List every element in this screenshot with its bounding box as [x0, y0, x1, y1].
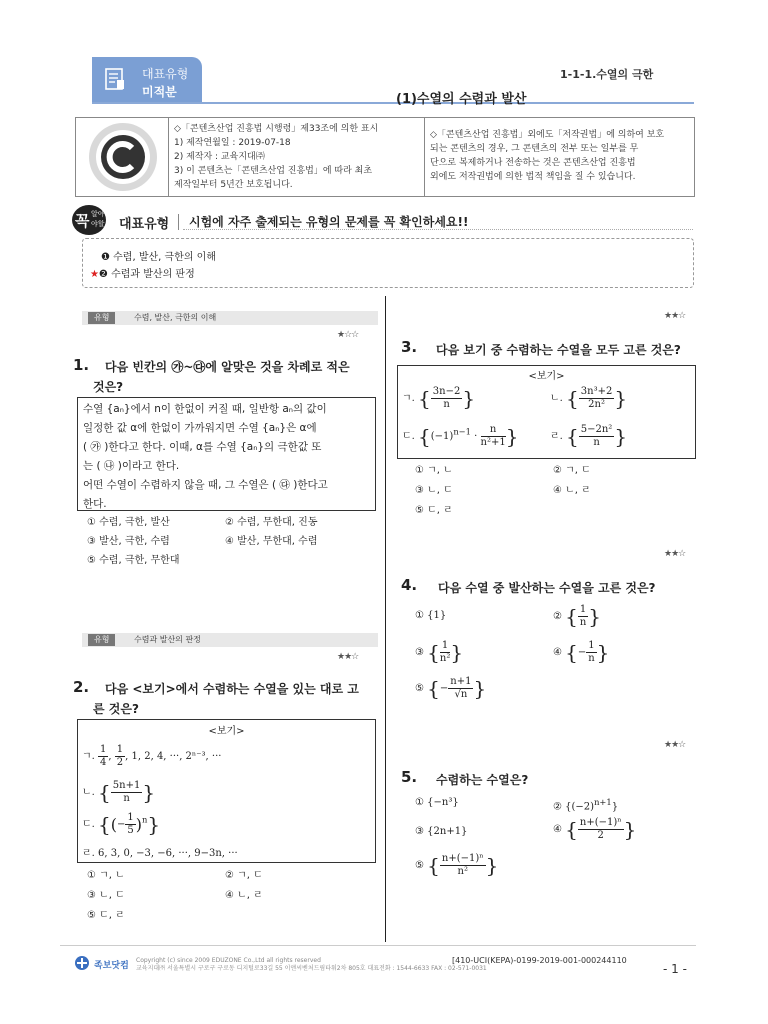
question-text-line: 다음 빈칸의 ㉮~㉰에 알맞은 것을 차례로 적은 — [105, 360, 350, 374]
bogi-item: ㄷ. {(− $\frac{1}{5}$ )$^n$} — [82, 812, 161, 837]
choice-label: ① — [415, 797, 424, 808]
choice-label: ② — [553, 801, 562, 813]
copyright-logo-icon — [86, 120, 160, 194]
bogi-tail: , 1, 2, 4, ···, 2ⁿ⁻³, ··· — [125, 751, 222, 762]
page-title: (1)수열의 수렴과 발산 — [396, 92, 527, 107]
choice[interactable]: ① {1} — [415, 610, 447, 621]
choice[interactable]: ③ {2n+1} — [415, 826, 468, 837]
question-text-line: 다음 <보기>에서 수렴하는 수열을 있는 대로 고 — [105, 682, 359, 696]
header-code: 1-1-1.수열의 극한 — [560, 68, 654, 81]
choice[interactable]: ① 수렴, 극한, 발산 — [87, 517, 170, 528]
choice[interactable]: ④ {− $\frac{1}{n}$ } — [553, 640, 610, 665]
choice[interactable]: ① {−n³} — [415, 797, 459, 808]
bogi-item: ㄱ. { $\frac{3n-2}{n}$ } — [402, 386, 476, 411]
bogi-header: <보기> — [528, 371, 565, 382]
notice-left — [174, 122, 420, 192]
section-tag: 유형 — [88, 634, 115, 646]
header-tab — [92, 57, 202, 103]
question-box-text — [78, 398, 375, 516]
choice[interactable]: ① ㄱ, ㄴ — [415, 465, 453, 476]
box-line: 한다. — [83, 498, 107, 510]
bogi-label: ㄱ. — [82, 751, 95, 762]
question-number: 4. — [401, 576, 418, 594]
choice-label: ② — [553, 611, 562, 622]
bogi-label: ㄱ. — [402, 393, 415, 404]
choice-label: ⑤ — [415, 683, 424, 694]
badge-small1: 알아 — [91, 210, 105, 218]
difficulty-stars: ★★☆ — [664, 311, 686, 321]
bogi-item: ㄷ. {$(-1)^{n-1}$ · $\frac{n}{\text{n²+1}}$ } — [402, 424, 519, 449]
notice-left-line: 2) 제작자 : 교육지대㈜ — [174, 152, 265, 162]
notice-left-line: 3) 이 콘텐츠는「콘텐츠산업 진흥법」에 따라 최초 — [174, 166, 373, 176]
choice[interactable]: ③ 발산, 극한, 수렴 — [87, 536, 170, 547]
choice[interactable]: ⑤ {− $\frac{n+1}{√n}$ } — [415, 676, 487, 701]
choice[interactable]: ② ㄱ, ㄷ — [553, 465, 591, 476]
choice[interactable]: ② $\{(-2)^{n+1}\}$ — [553, 797, 619, 813]
fraction: $\frac{1}{2}$ — [116, 744, 124, 768]
bogi-label: ㄷ. — [402, 431, 415, 442]
question-number: 5. — [401, 768, 418, 786]
rep-separator — [178, 214, 179, 230]
question-text: 다음 보기 중 수렴하는 수열을 모두 고른 것은? — [436, 343, 681, 357]
choice[interactable]: ④ ㄴ, ㄹ — [553, 485, 591, 496]
footer-copy-line: 교육지대㈜ 서울특별시 구로구 구로동 디지털로33길 55 이앤씨벤처드림타워2차 805호 대표전화 : 1544-6633 FAX : 02-571-0031 — [136, 965, 487, 972]
notice-left-line: 제작일부터 5년간 보호됩니다. — [174, 180, 293, 190]
notice-right — [430, 128, 692, 184]
choice[interactable]: ② 수렴, 무한대, 진동 — [225, 517, 318, 528]
notice-left-line: ◇「콘텐츠산업 진흥법 시행령」제33조에 의한 표시 — [174, 124, 379, 134]
choice[interactable]: ⑤ ㄷ, ㄹ — [415, 505, 453, 516]
header-rule — [92, 102, 694, 104]
choice[interactable]: ③ { $\frac{1}{\text{n²}}$ } — [415, 640, 464, 665]
choice[interactable]: ③ ㄴ, ㄷ — [415, 485, 453, 496]
choice-label: ④ — [553, 824, 562, 835]
difficulty-stars: ★★☆ — [337, 652, 359, 662]
notice-right-line: 외에도 저작권법에 의한 법적 책임을 질 수 있습니다. — [430, 172, 636, 182]
box-line: 일정한 값 α에 한없이 가까워지면 수열 {aₙ}은 α에 — [83, 422, 317, 434]
box-line: 는 ( ㉯ )이라고 한다. — [83, 460, 180, 472]
rep-badge — [72, 203, 106, 237]
box-line: 수열 {aₙ}에서 n이 한없이 커질 때, 일반항 aₙ의 값이 — [83, 403, 327, 415]
header-category: 대표유형 — [142, 67, 189, 81]
topic-item-starred — [90, 265, 195, 280]
bogi-label: ㄹ. — [550, 431, 563, 442]
choice-label: ① — [415, 610, 424, 621]
box-line: ( ㉮ )한다고 한다. 이때, α를 수열 {aₙ}의 극한값 또 — [83, 441, 322, 453]
notice-right-line: 되는 콘텐츠의 경우, 그 콘텐츠의 전부 또는 일부를 무 — [430, 144, 639, 154]
bogi-label: ㄴ. — [550, 393, 563, 404]
section-bar — [82, 311, 378, 325]
notice-left-line: 1) 제작연월일 : 2019-07-18 — [174, 138, 291, 148]
question-text: 수렴하는 수열은? — [436, 773, 529, 787]
difficulty-stars: ★☆☆ — [337, 330, 359, 340]
topic-box — [82, 238, 694, 288]
star-icon: ★ — [90, 269, 99, 280]
choice[interactable]: ② ㄱ, ㄷ — [225, 870, 263, 881]
choice-label: ④ — [553, 647, 562, 658]
section-title: 수렴, 발산, 극한의 이해 — [134, 313, 217, 322]
company-logo-icon — [72, 955, 92, 971]
footer-rule — [60, 945, 696, 946]
question-number: 2. — [73, 678, 90, 696]
question-box — [77, 397, 376, 511]
choice[interactable]: ⑤ { $\frac{\text{n+(−1)ⁿ}}{\text{n²}}$ } — [415, 853, 499, 878]
question-text — [93, 679, 375, 719]
bogi-item: ㄱ. $\frac{1}{4}$ , $\frac{1}{2}$ , 1, 2, 4, ···, 2ⁿ⁻³, ··· — [82, 744, 222, 768]
question-text: 다음 수열 중 발산하는 수열을 고른 것은? — [438, 581, 656, 595]
bogi-item: ㄴ. { $\frac{\text{3n³+2}}{\text{2n²}}$ } — [550, 386, 628, 411]
difficulty-stars: ★★☆ — [664, 549, 686, 559]
bogi-header: <보기> — [208, 726, 245, 737]
box-line: 어떤 수열이 수렴하지 않을 때, 그 수열은 ( ㉰ )한다고 — [83, 479, 328, 491]
bogi-item: ㄹ. 6, 3, 0, −3, −6, ···, 9−3n, ··· — [82, 848, 238, 859]
rep-title: 대표유형 — [119, 217, 170, 232]
rep-description: 시험에 자주 출제되는 유형의 문제를 꼭 확인하세요!! — [189, 215, 469, 229]
choice[interactable]: ① ㄱ, ㄴ — [87, 870, 125, 881]
question-number: 3. — [401, 338, 418, 356]
footer-copyright — [136, 957, 487, 973]
bogi-item: ㄴ. { $\frac{5n+1}{n}$ } — [82, 780, 156, 805]
badge-small2: 야할 — [91, 220, 105, 228]
topic-item-label: ❷ 수렴과 발산의 판정 — [98, 269, 195, 280]
question-number: 1. — [73, 356, 90, 374]
header-subject: 미적분 — [142, 85, 177, 99]
choice[interactable]: ④ { $\frac{\text{n+(−1)ⁿ}}{2}$ } — [553, 817, 637, 842]
section-tag: 유형 — [88, 312, 115, 324]
notice-right-line: 단으로 복제하거나 전송하는 것은 콘텐츠산업 진흥법 — [430, 158, 636, 168]
fraction: $\frac{1}{4}$ — [100, 744, 107, 768]
choice-label: ③ — [415, 647, 424, 658]
column-divider — [385, 296, 386, 942]
bogi-item: ㄹ. { $\frac{\text{5−2n²}}{n}$ } — [550, 424, 628, 449]
company-logo-text: 족보닷컴 — [94, 961, 129, 971]
bogi-label: ㄴ. — [82, 787, 95, 798]
notice-divider — [168, 117, 169, 197]
section-title: 수렴과 발산의 판정 — [134, 635, 201, 644]
page-number: - 1 - — [663, 962, 687, 976]
topic-item: ❶ 수렴, 발산, 극한의 이해 — [101, 252, 216, 263]
bogi-box — [397, 365, 696, 459]
bogi-box — [77, 719, 376, 863]
document-chart-icon — [104, 67, 126, 91]
rep-dotted-rule — [183, 229, 693, 230]
choice[interactable]: ④ ㄴ, ㄹ — [225, 890, 263, 901]
choice[interactable]: ③ ㄴ, ㄷ — [87, 890, 125, 901]
notice-divider — [424, 117, 425, 197]
bogi-label: ㄷ. — [82, 819, 95, 830]
footer-copy-line: Copyright (c) since 2009 EDUZONE Co.,Ltd all rights reserved — [136, 957, 321, 964]
badge-char: 꼭 — [75, 212, 90, 230]
section-bar — [82, 633, 378, 647]
choice[interactable]: ⑤ 수렴, 극한, 무한대 — [87, 555, 180, 566]
question-text — [93, 357, 375, 397]
difficulty-stars: ★★☆ — [664, 740, 686, 750]
choice[interactable]: ④ 발산, 무한대, 수렴 — [225, 536, 318, 547]
question-text-line: 것은? — [93, 380, 124, 394]
footer-id: [410-UCI(KEPA)-0199-2019-001-000244110 — [452, 956, 627, 965]
choice[interactable]: ② { $\frac{1}{n}$ } — [553, 604, 601, 629]
notice-right-line: ◇「콘텐츠산업 진흥법」외에도「저작권법」에 의하여 보호 — [430, 130, 665, 140]
question-text-line: 른 것은? — [93, 702, 139, 716]
choice-label: ③ — [415, 826, 424, 837]
choice-label: ⑤ — [415, 860, 424, 871]
choice[interactable]: ⑤ ㄷ, ㄹ — [87, 910, 125, 921]
